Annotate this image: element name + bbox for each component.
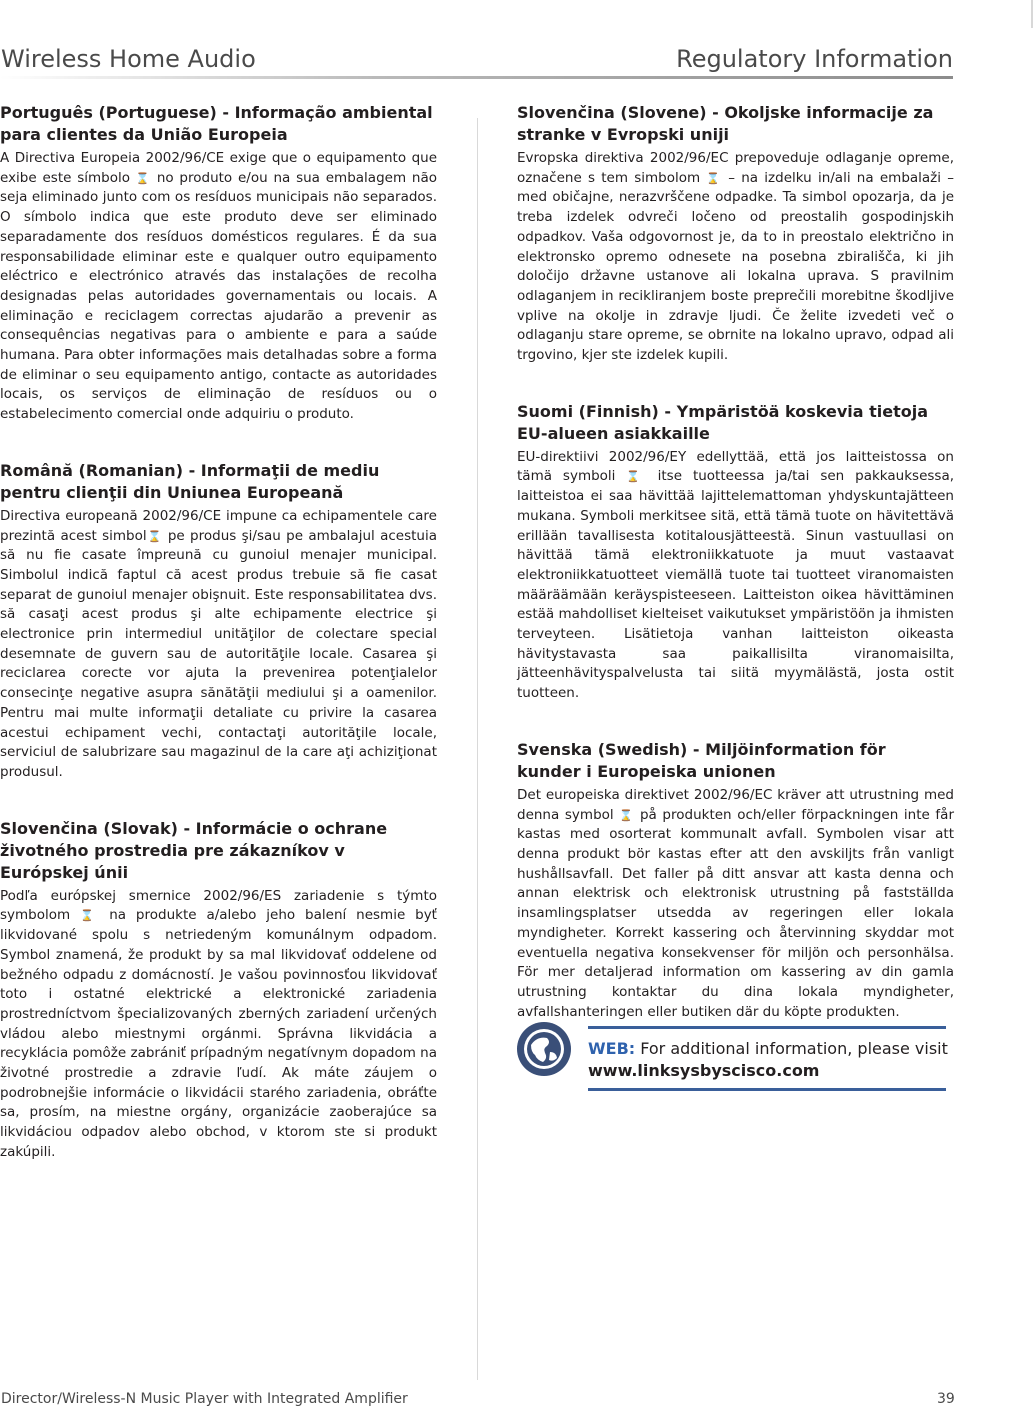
weee-bin-icon: ⌛	[135, 171, 152, 185]
web-info-text	[588, 1038, 950, 1082]
web-box-bottom-rule	[588, 1088, 946, 1091]
header-right-title: Regulatory Information	[676, 45, 953, 73]
header-rule	[0, 76, 953, 79]
section-slovene	[517, 102, 954, 366]
weee-bin-icon: ⌛	[146, 529, 163, 543]
section-title: Português (Portuguese) - Informação ambiental para clientes da União Europeia	[0, 103, 433, 144]
section-romanian	[0, 460, 437, 783]
section-body: Evropska direktiva 2002/96/EC prepoveduje odlaganje opreme, označene s tem simbolom ⌛ – na izdelku in/ali na embalaži – med običajne, nerazvrščene odpadke. Ta simbol opozarja, da je treba izdelek odvreči ločeno od preostalih gospodinjskih odpadkov. Vaša odgovornost je, da to in preostalo električno in elektronsko opremo odnesete na posebna zbirališča, ki jih določijo državne ustanove ali lokalna uprava. S pravilnim odlaganjem in recikliranjem boste preprečili morebitne škodljive vplive na okolje in zdravje ljudi. Če želite izvedeti več o odlaganju stare opreme, se obrnite na lokalno upravo, odpad ali trgovino, kjer ste izdelek kupili.	[517, 150, 954, 364]
left-column	[0, 102, 437, 1198]
page-number: 39	[937, 1391, 955, 1407]
weee-bin-icon: ⌛	[80, 909, 100, 923]
web-info-box	[517, 1022, 954, 1094]
section-body: A Directiva Europeia 2002/96/CE exige que o equipamento que exibe este símbolo ⌛ no produto e/ou na sua embalagem não seja eliminado junto com os resíduos municipais não separados. O símbolo indica que este produto deve ser eliminado separadamente dos resíduos domésticos regulares. É da sua responsabilidade eliminar este e qualquer outro equipamento eléctrico e electrónico através das instalações de recolha designadas pelas autoridades governamentais ou locais. A eliminação e reciclagem correctas ajudarão a prevenir as consequências negativas para o ambiente e para a saúde humana. Para obter informações mais detalhadas sobre a forma de eliminar o seu equipamento antigo, contacte as autoridades locais, os serviços de eliminação de resíduos ou o estabelecimento comercial onde adquiriu o produto.	[0, 150, 437, 423]
web-description: For additional information, please visit	[635, 1039, 948, 1058]
section-title: Slovenčina (Slovak) - Informácie o ochrane životného prostredia pre zákazníkov v Európskej únii	[0, 818, 388, 882]
column-divider	[477, 118, 478, 1380]
footer-product-name: Director/Wireless-N Music Player with Integrated Amplifier	[1, 1391, 408, 1407]
web-url-link[interactable]: www.linksysbyscisco.com	[588, 1061, 820, 1080]
section-body: EU-direktiivi 2002/96/EY edellyttää, että jos laitteistossa on tämä symboli ⌛ itse tuotteessa ja/tai sen pakkauksessa, laitteistoa ei saa hävittää lajittelemattoman yhdyskuntajätteen mukana. Symboli merkitsee sitä, että tämä tuote on hävitettävä erillään tavallisesta kotitalousjätteestä. Sinun vastuullasi on hävittää tämä elektroniikkatuote ja muut vastaavat elektroniikkatuotteet viemällä tuote tai tuotteet viranomaisten määräämään keräyspisteeseen. Laitteiston oikea hävittäminen estää mahdolliset kielteiset vaikutukset ympäristöön ja ihmisten terveyteen. Lisätietoja vanhan laitteiston oikeasta hävitystavasta saa paikallisilta viranomaisilta, jätteenhävityspalvelusta tai siitä myymälästä, josta ostit tuotteen.	[517, 448, 955, 702]
section-title: Română (Romanian) - Informaţii de mediu pentru clienţii din Uniunea Europeană	[0, 460, 380, 502]
globe-icon	[517, 1022, 571, 1076]
section-swedish	[517, 739, 954, 1022]
right-column	[517, 102, 954, 1057]
section-finnish	[517, 401, 954, 704]
header-left-title: Wireless Home Audio	[1, 45, 256, 73]
section-body: Det europeiska direktivet 2002/96/EC kräver att utrustning med denna symbol ⌛ på produkten och/eller förpackningen inte får kastas med osorterat kommunalt avfall. Symbolen visar att denna produkt bör kastas efter att den avskiljts från vanligt hushållsavfall. Det faller på ditt ansvar att kasta denna och annan elektrisk och elektronisk utrustning på fastställda insamlingsplatser utsedda av regeringen eller lokala myndigheter. Korrekt kassering och återvinning skyddar mot eventuella negativa konsekvenser för miljön och personhälsa. För mer detaljerad information om kassering av din gamla utrustning kontaktar du dina lokala myndigheter, avfallshanteringen eller butiken där du köpte produkten.	[517, 786, 954, 1020]
section-title: Slovenčina (Slovene) - Okoljske informacije za stranke v Evropski uniji	[517, 103, 934, 144]
weee-bin-icon: ⌛	[626, 470, 647, 484]
section-body: Podľa európskej smernice 2002/96/ES zariadenie s týmto symbolom ⌛ na produkte a/alebo jeho balení nesmie byť likvidované spolu s netriedeným komunálnym odpadom. Symbol znamená, že produkt by sa mal likvidovať oddelene od bežného odpadu z domácností. Je vašou povinnosťou likvidovať toto i ostatné elektrické a elektronické zariadenia prostredníctvom špecializovaných zberných zariadení určených vládou alebo miestnymi orgánmi. Správna likvidácia a recyklácia pomôže zabrániť prípadným negatívnym dopadom na životné prostredie a zdravie ľudí. Ak máte záujem o podrobnejšie informácie o likvidácii starého zariadenia, obráťte sa, prosím, na miestne orgány, organizácie zaoberajúce sa likvidáciou odpadov alebo obchod, v ktorom ste si produkt zakúpili.	[0, 887, 437, 1160]
section-slovak	[0, 818, 437, 1163]
page-edge-mark	[1031, 0, 1033, 28]
web-label: WEB:	[588, 1039, 636, 1058]
web-box-top-rule	[588, 1026, 946, 1029]
section-title: Suomi (Finnish) - Ympäristöä koskevia tietoja EU-alueen asiakkaille	[517, 401, 929, 443]
section-title: Svenska (Swedish) - Miljöinformation för kunder i Europeiska unionen	[517, 739, 886, 781]
weee-bin-icon: ⌛	[619, 808, 635, 822]
section-portuguese	[0, 102, 437, 425]
weee-bin-icon: ⌛	[706, 171, 723, 185]
section-body: Directiva europeană 2002/96/CE impune ca echipamentele care prezintă acest simbol⌛ pe produs şi/sau pe ambalajul acestuia să nu fie casate împreună cu gunoiul menajer municipal. Simbolul indică faptul că acest produs trebuie să fie casat separat de gunoiul menajer obişnuit. Este responsabilitatea dvs. să casaţi acest produs şi alte echipamente electrice şi electronice prin intermediul unităţilor de colectare special desemnate de guvern sau de autorităţile locale. Casarea şi reciclarea corecte vor ajuta la prevenirea potenţialelor consecinţe negative asupra sănătăţii mediului şi a oamenilor. Pentru mai multe informaţii detaliate cu privire la casarea acestui echipament vechi, contactaţi autorităţile locale, serviciul de salubrizare sau magazinul de la care aţi achiziţionat produsul.	[0, 507, 438, 780]
